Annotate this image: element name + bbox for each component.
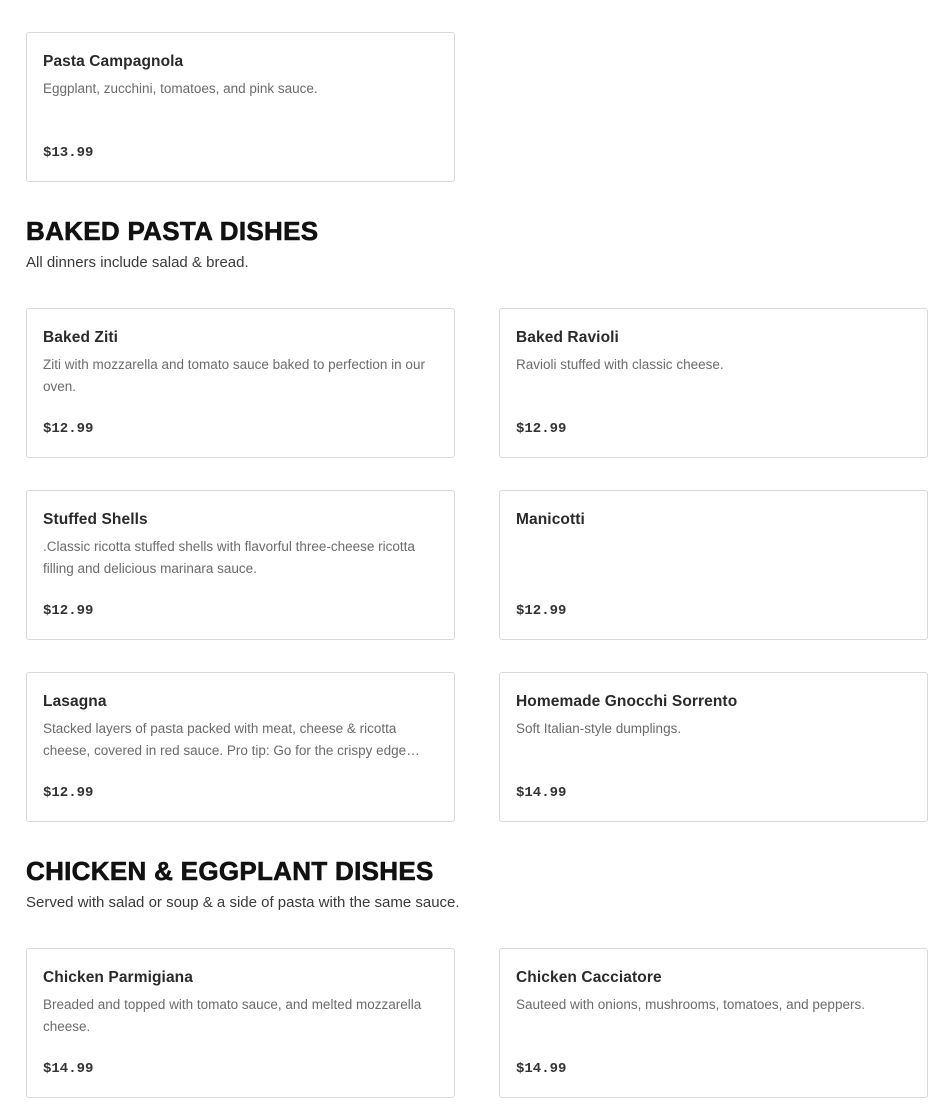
section-title: BAKED PASTA DISHES xyxy=(26,216,319,246)
item-name: Stuffed Shells xyxy=(43,511,148,528)
item-description: Soft Italian-style dumplings. xyxy=(516,721,682,736)
item-description: .Classic ricotta stuffed shells with flavorful three-cheese ricotta filling and delicious marinara sauce. xyxy=(43,539,415,576)
section-subtitle: Served with salad or soup & a side of pasta with the same sauce. xyxy=(26,894,460,911)
menu-item-card[interactable] xyxy=(26,948,455,1098)
item-description: Ziti with mozzarella and tomato sauce baked to perfection in our oven. xyxy=(43,357,425,394)
menu-grid-chicken-eggplant xyxy=(26,948,950,1098)
item-name: Pasta Campagnola xyxy=(43,53,184,70)
menu-item-card[interactable] xyxy=(499,308,928,458)
item-price: $14.99 xyxy=(43,1061,94,1077)
section-title: CHICKEN & EGGPLANT DISHES xyxy=(26,856,434,886)
item-price: $14.99 xyxy=(516,785,567,801)
item-description: Sauteed with onions, mushrooms, tomatoes, and peppers. xyxy=(516,997,865,1012)
section-header-baked-pasta xyxy=(26,216,950,274)
item-description: Stacked layers of pasta packed with meat, cheese & ricotta cheese, covered in red sauce. Pro tip: Go for the crispy edge… xyxy=(43,721,420,758)
item-price: $12.99 xyxy=(43,785,94,801)
item-name: Chicken Cacciatore xyxy=(516,969,662,986)
item-description: Ravioli stuffed with classic cheese. xyxy=(516,357,724,372)
item-name: Manicotti xyxy=(516,511,585,528)
item-price: $14.99 xyxy=(516,1061,567,1077)
section-header-chicken-eggplant xyxy=(26,856,950,914)
item-name: Homemade Gnocchi Sorrento xyxy=(516,693,738,710)
menu-item-card[interactable] xyxy=(26,490,455,640)
item-name: Baked Ravioli xyxy=(516,329,619,346)
menu-item-card[interactable] xyxy=(26,308,455,458)
item-price: $12.99 xyxy=(516,603,567,619)
menu-item-card[interactable] xyxy=(26,672,455,822)
item-description: Breaded and topped with tomato sauce, and melted mozzarella cheese. xyxy=(43,997,422,1034)
menu-item-card[interactable] xyxy=(499,490,928,640)
item-price: $12.99 xyxy=(43,421,94,437)
menu-item-card[interactable] xyxy=(499,948,928,1098)
section-subtitle: All dinners include salad & bread. xyxy=(26,254,249,271)
item-price: $12.99 xyxy=(516,421,567,437)
menu-grid-pasta xyxy=(26,0,950,182)
menu-grid-baked-pasta xyxy=(26,308,950,822)
item-name: Lasagna xyxy=(43,693,107,710)
item-price: $13.99 xyxy=(43,145,94,161)
item-price: $12.99 xyxy=(43,603,94,619)
menu-item-card[interactable] xyxy=(26,32,455,182)
menu-item-card[interactable] xyxy=(499,672,928,822)
item-description: Eggplant, zucchini, tomatoes, and pink sauce. xyxy=(43,81,318,96)
item-name: Baked Ziti xyxy=(43,329,119,346)
item-name: Chicken Parmigiana xyxy=(43,969,193,986)
